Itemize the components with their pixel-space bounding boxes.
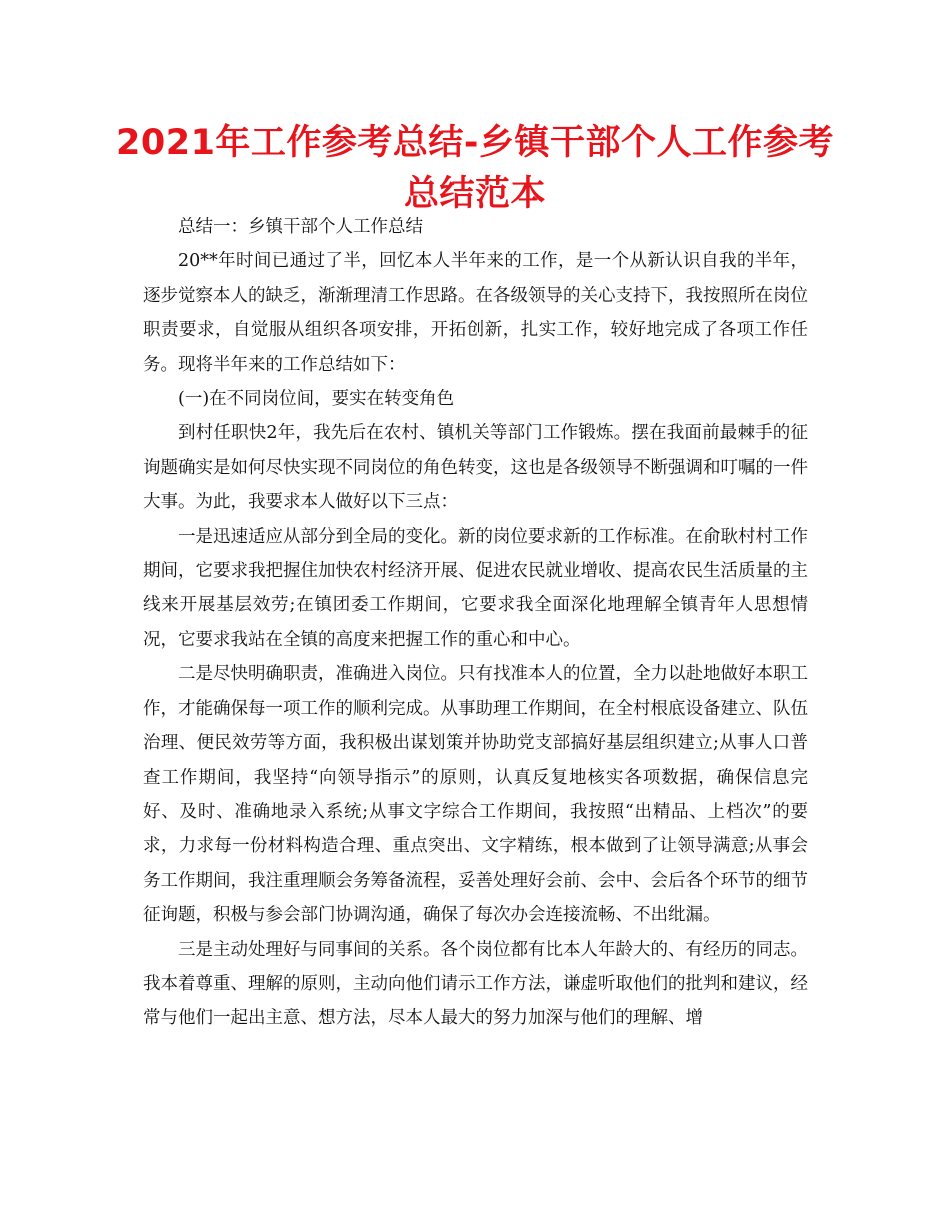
paragraph-summary-heading: 总结一：乡镇干部个人工作总结 xyxy=(178,217,423,237)
paragraph-intro: 20**年时间已通过了半，回忆本人半年来的工作，是一个从新认识自我的半年，逐步觉察本人的缺乏，渐渐理清工作思路。在各级领导的关心支持下，我按照所在岗位职责要求，自觉服从组织各项安排，开拓创新，扎实工作，较好地完成了各项工作任务。现将半年来的工作总结如下： xyxy=(143,251,808,375)
paragraph-point-one: 一是迅速适应从部分到全局的变化。新的岗位要求新的工作标准。在俞耿村村工作期间，它要求我把握住加快农村经济开展、促进农民就业增收、提高农民生活质量的主线来开展基层效劳;在镇团委工作期间，它要求我全面深化地理解全镇青年人思想情况，它要求我站在全镇的高度来把握工作的重心和中心。 xyxy=(143,526,808,650)
paragraph-section-heading: (一)在不同岗位间，要实在转变角色 xyxy=(178,389,455,410)
paragraph-role-change: 到村任职快2年，我先后在农村、镇机关等部门工作锻炼。摆在我面前最棘手的征询题确实是如何尽快实现不同岗位的角色转变，这也是各级领导不断强调和叮嘱的一件大事。为此，我要求本人做好以下三点： xyxy=(143,423,808,513)
paragraph-point-two: 二是尽快明确职责，准确进入岗位。只有找准本人的位置，全力以赴地做好本职工作，才能确保每一项工作的顺利完成。从事助理工作期间，在全村根底设备建立、队伍治理、便民效劳等方面，我积极出谋划策并协助党支部搞好基层组织建立;从事人口普查工作期间，我坚持“向领导指示”的原则，认真反复地核实各项数据，确保信息完好、及时、准确地录入系统;从事文字综合工作期间，我按照“出精品、上档次”的要求，力求每一份材料构造合理、重点突出、文字精练，根本做到了让领导满意;从事会务工作期间，我注重理顺会务筹备流程，妥善处理好会前、会中、会后各个环节的细节征询题，积极与参会部门协调沟通，确保了每次办会连接流畅、不出纰漏。 xyxy=(143,664,808,926)
document-title: 2021年工作参考总结-乡镇干部个人工作参考总结范本 xyxy=(116,123,834,214)
document-body xyxy=(143,210,808,1036)
paragraph-point-three: 三是主动处理好与同事间的关系。各个岗位都有比本人年龄大的、有经历的同志。我本着尊重、理解的原则，主动向他们请示工作方法，谦虚听取他们的批判和建议，经常与他们一起出主意、想方法，尽本人最大的努力加深与他们的理解、增 xyxy=(143,939,808,1029)
